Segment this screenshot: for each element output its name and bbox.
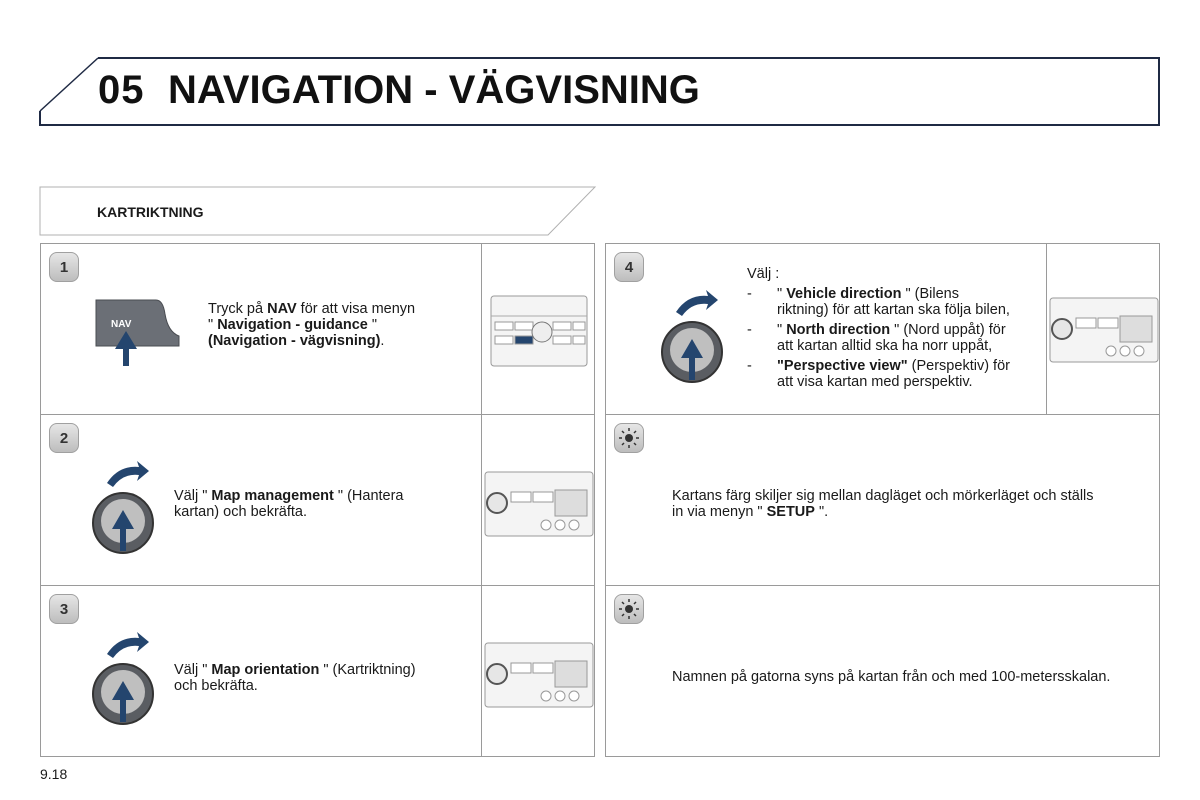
chapter-number: 05 (98, 68, 145, 112)
nav-button-illustration (91, 294, 191, 374)
step-4-panel (605, 243, 1160, 415)
rotary-knob-press-illustration (658, 284, 738, 384)
lightbulb-icon (615, 595, 643, 623)
rotate-arrow-icon (107, 461, 149, 487)
nav-button-label: NAV (111, 319, 132, 330)
step-number-badge: 1 (49, 252, 79, 282)
step-number-badge: 4 (614, 252, 644, 282)
step-1-panel (40, 243, 595, 415)
rotary-knob-press-illustration (89, 455, 169, 555)
step-number-badge: 2 (49, 423, 79, 453)
rotary-knob-press-illustration (89, 626, 169, 726)
tip-1-text: Kartans färg skiljer sig mellan dagläget och mörkerläget och ställs in via menyn " SETUP ". (672, 488, 1094, 520)
step-1-text: Tryck på NAV för att visa menyn " Navigation - guidance " (Navigation - vägvisning). (208, 301, 416, 349)
tip-2-panel (605, 585, 1160, 757)
step-3-text: Välj " Map orientation " (Kartriktning) och bekräfta. (174, 662, 416, 694)
tip-badge (614, 594, 644, 624)
step-2-text: Välj " Map management " (Hantera kartan) och bekräfta. (174, 488, 404, 520)
rotate-arrow-icon (676, 290, 718, 316)
step-number-badge: 3 (49, 594, 79, 624)
radio-right-panel-icon (483, 641, 595, 711)
tip-badge (614, 423, 644, 453)
tip-2-text: Namnen på gatorna syns på kartan från och med 100-metersskalan. (672, 669, 1111, 685)
lightbulb-icon (615, 424, 643, 452)
radio-right-panel-icon (483, 470, 595, 540)
page-number: 9.18 (40, 766, 68, 782)
tip-1-panel (605, 414, 1160, 586)
section-tab-frame (0, 180, 600, 240)
radio-right-panel-icon (1048, 296, 1160, 366)
rotate-arrow-icon (107, 632, 149, 658)
radio-front-panel-icon (489, 294, 589, 369)
section-title: KARTRIKTNING (97, 204, 204, 220)
step-2-panel (40, 414, 595, 586)
step-3-panel (40, 585, 595, 757)
chapter-title: NAVIGATION - VÄGVISNING (168, 68, 700, 112)
step-4-text: Välj : - " Vehicle direction " (Bilens riktning) för att kartan ska följa bilen, - " North direction " (Nord uppåt) för att kartan alltid ska ha norr uppåt, - "Perspective view" (Perspektiv) för att visa kartan med perspektiv. (747, 266, 1010, 390)
